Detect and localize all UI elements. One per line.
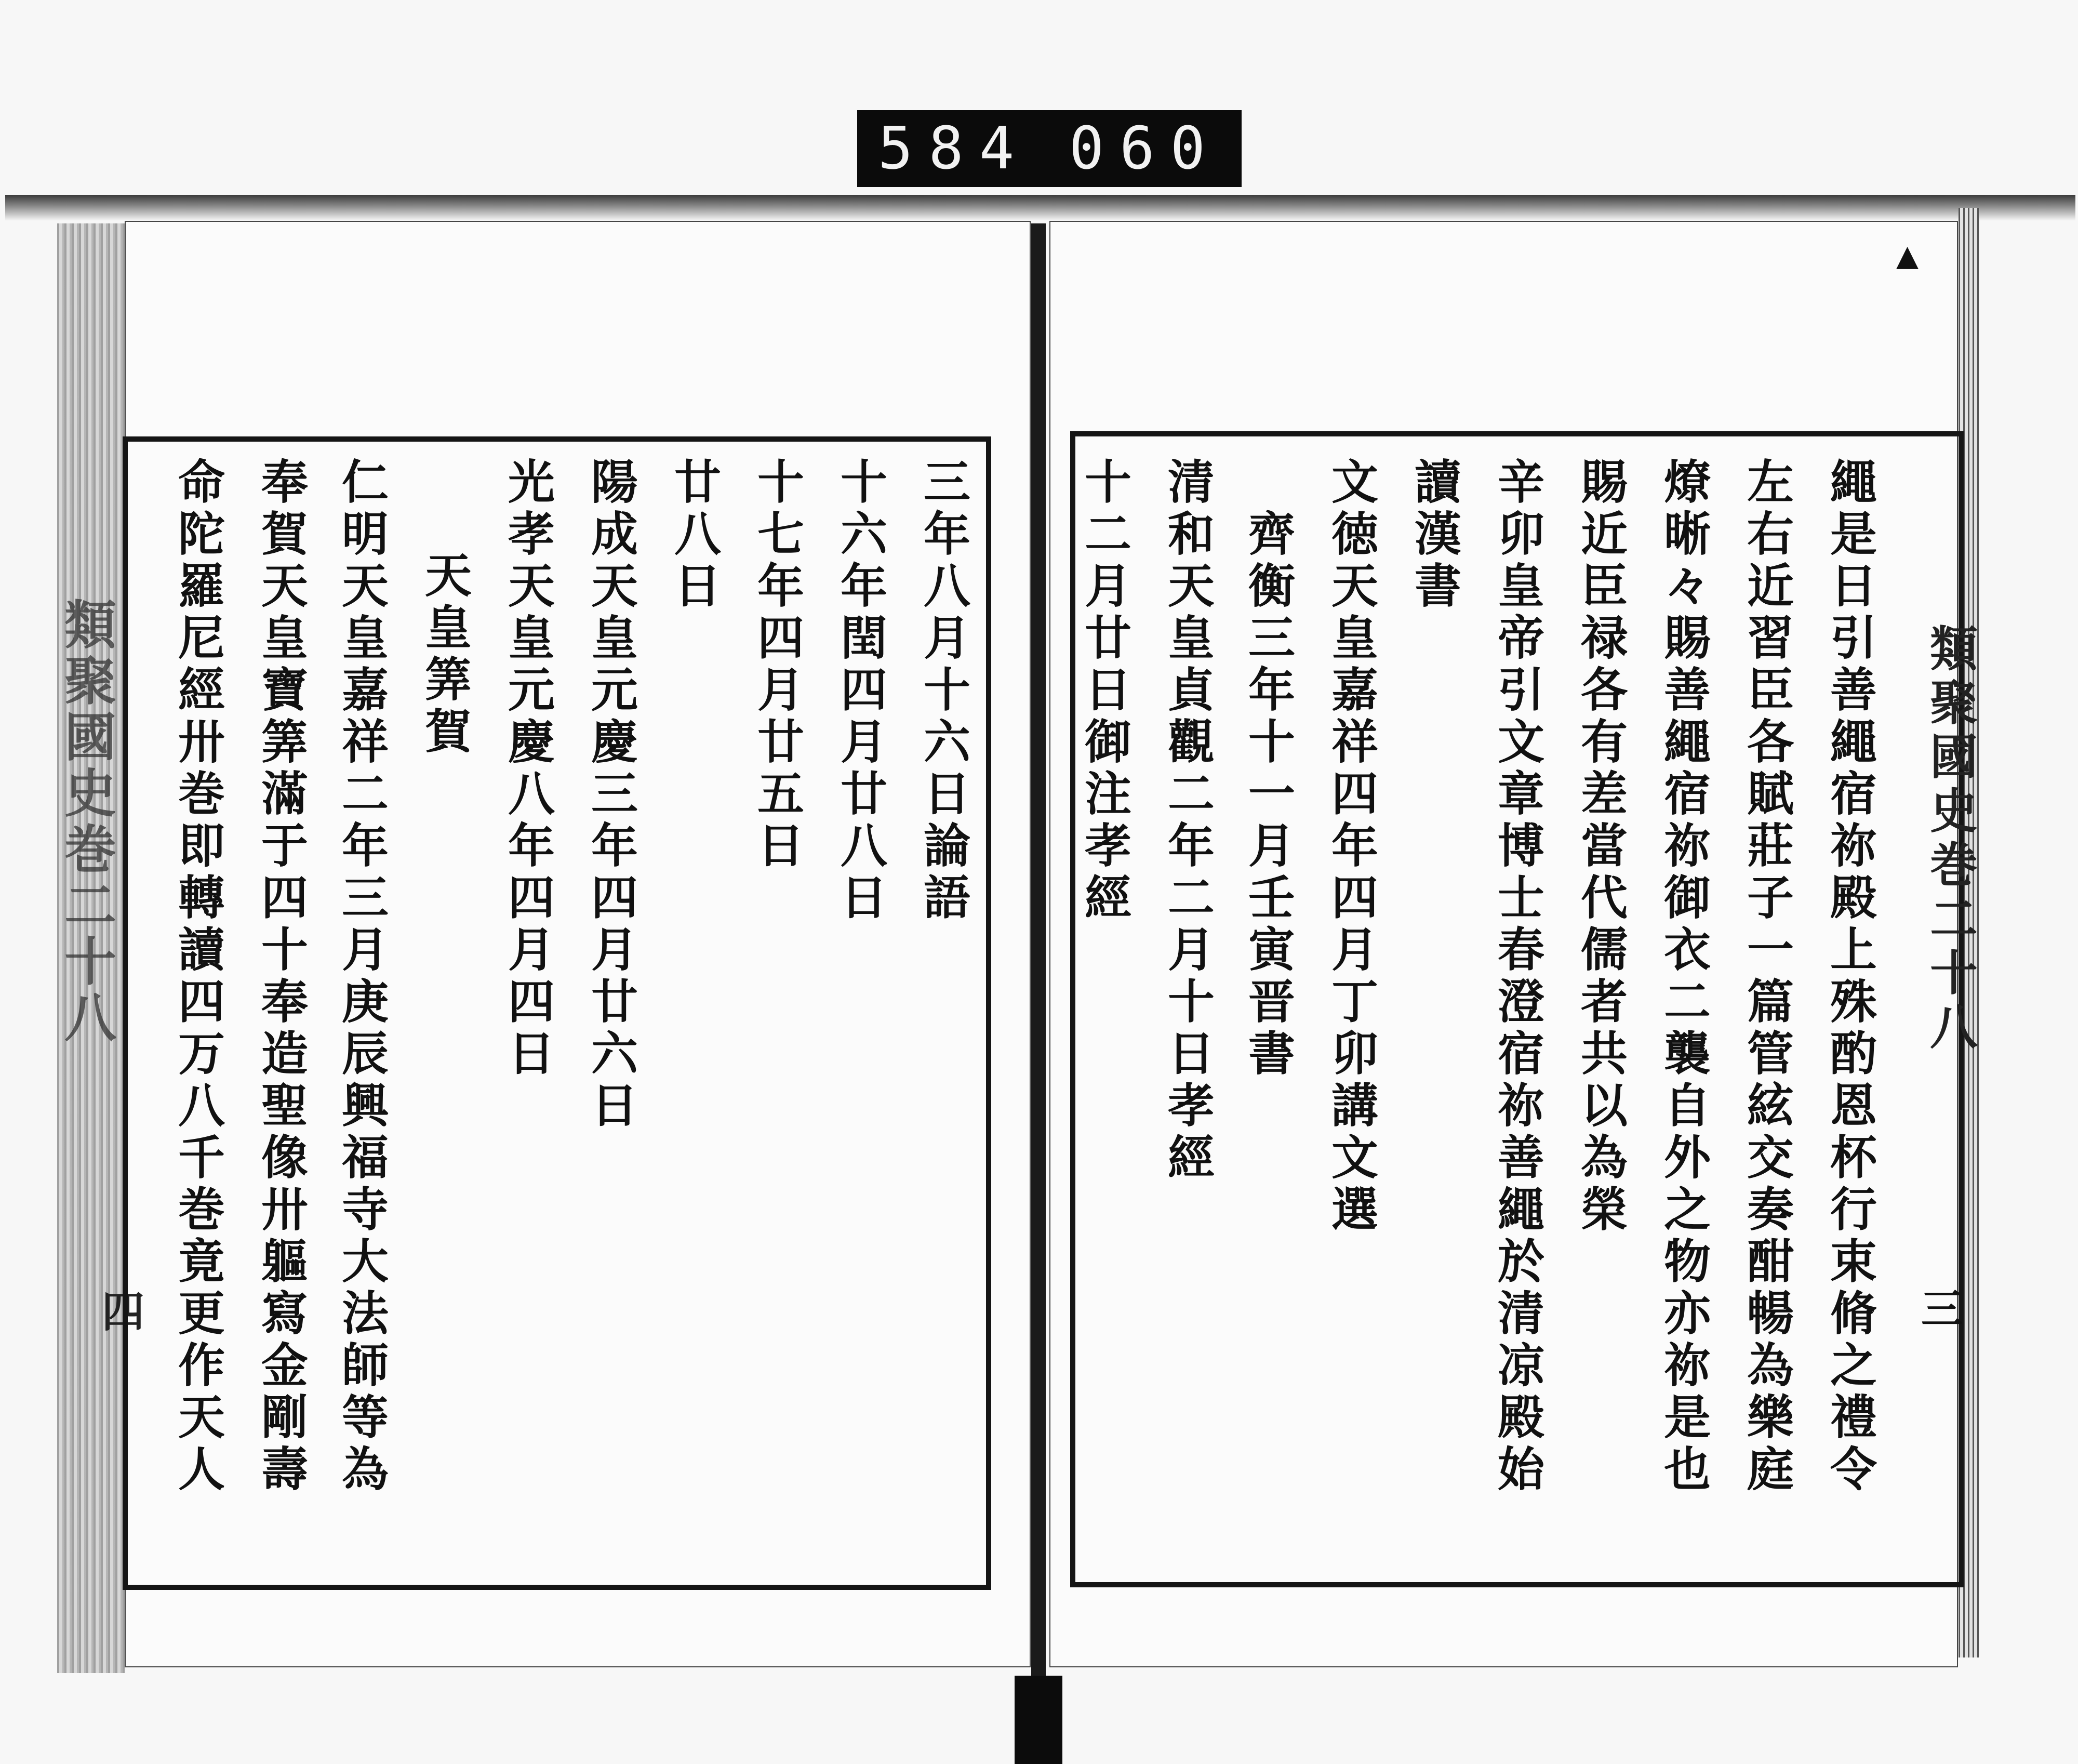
right-column-5: 辛卯皇帝引文章博士春澄宿祢善繩於清凉殿始 — [1489, 457, 1544, 1496]
right-column-6: 讀漢書 — [1406, 457, 1461, 613]
right-column-9: 清和天皇貞觀二年二月十日孝經 — [1160, 457, 1215, 1185]
right-column-4: 賜近臣禄各有差當代儒者共以為榮 — [1573, 457, 1628, 1237]
left-column-1: 三年八月十六日論語 — [915, 457, 970, 925]
left-column-10: 命陀羅尼經卅巻即轉讀四万八千巻竟更作天人 — [170, 457, 225, 1496]
right-column-8: 齊衡三年十一月壬寅晋書 — [1240, 509, 1295, 1081]
right-column-1: 繩是日引善繩宿祢殿上殊酌恩杯行束脩之禮令 — [1822, 457, 1877, 1496]
left-column-8: 仁明天皇嘉祥二年三月庚辰興福寺大法師等為 — [334, 457, 389, 1496]
spine-tab — [1015, 1676, 1062, 1764]
right-column-2: 左右近習臣各賦莊子一篇管絃交奏酣暢為樂庭 — [1739, 457, 1794, 1496]
left-column-9: 奉賀天皇寶筭滿于四十奉造聖像卅軀寫金剛壽 — [253, 457, 308, 1496]
left-column-5: 陽成天皇元慶三年四月廿六日 — [583, 457, 638, 1133]
left-column-6: 光孝天皇元慶八年四月四日 — [500, 457, 555, 1081]
right-folio-number: 三 — [1921, 1284, 1963, 1333]
corner-mark-icon: ▲ — [1896, 239, 1919, 273]
left-column-2: 十六年閏四月廿八日 — [832, 457, 887, 925]
right-column-3: 燎晰々賜善繩宿祢御衣二襲自外之物亦祢是也 — [1656, 457, 1711, 1496]
left-margin-title: 類聚國史巻二十八 — [56, 598, 117, 1046]
left-folio-number: 四 — [102, 1287, 145, 1337]
right-margin-header: 類聚國史巻二十八 — [1922, 624, 1978, 1056]
book-top-shadow — [5, 195, 2075, 221]
frame-number: 060 — [1069, 115, 1221, 182]
left-column-7: 天皇筭賀 — [417, 551, 472, 759]
microfilm-frame-label — [857, 110, 1242, 187]
reel-number: 584 — [878, 115, 1030, 182]
right-column-10: 十二月廿日御注孝經 — [1076, 457, 1131, 925]
book-spine — [1031, 223, 1046, 1764]
right-column-7: 文徳天皇嘉祥四年四月丁卯講文選 — [1323, 457, 1378, 1237]
left-column-3: 十七年四月廿五日 — [749, 457, 804, 873]
left-column-4: 廿八日 — [666, 457, 721, 613]
